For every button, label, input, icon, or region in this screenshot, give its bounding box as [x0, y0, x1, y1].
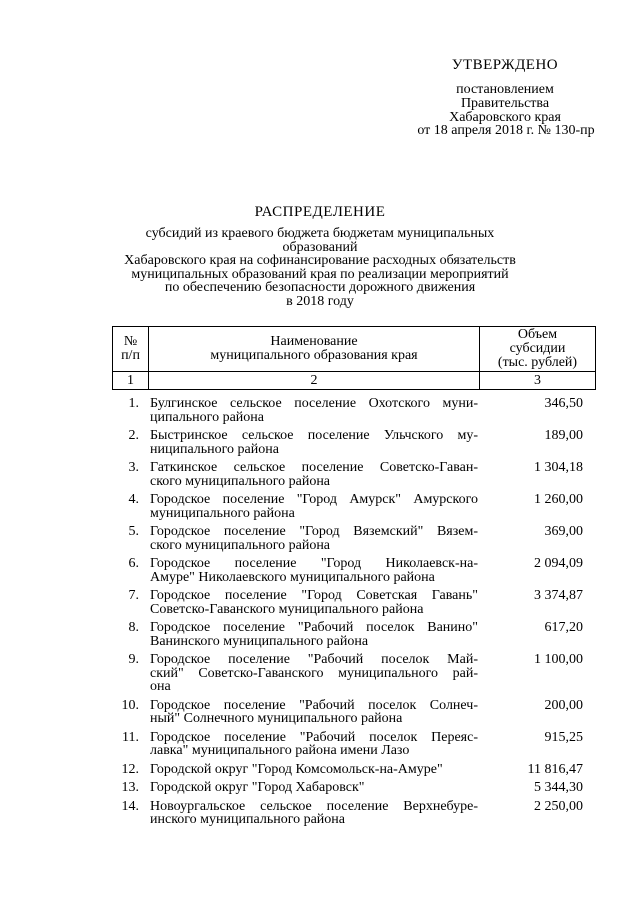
row-number: 6. [128, 556, 139, 571]
row-number: 5. [128, 524, 139, 539]
row-amount: 1 260,00 [534, 492, 583, 507]
row-municipality-name [150, 763, 478, 777]
row-amount: 2 094,09 [534, 556, 583, 571]
row-amount: 200,00 [544, 697, 583, 713]
row-number: 8. [128, 620, 139, 635]
name-line: ниципального района [150, 441, 279, 457]
row-amount: 1 304,18 [534, 460, 583, 475]
row-municipality-name [150, 557, 478, 584]
approval-line-2: Правительства [460, 96, 550, 111]
name-line: ского муниципального района [150, 537, 331, 553]
name-line: ский" Советско-Гаванского муниципального рай- [150, 665, 478, 681]
row-amount: 2 250,00 [534, 798, 583, 814]
approval-block [400, 57, 610, 138]
table-row [112, 493, 594, 520]
table-row [112, 397, 594, 424]
index-cell: 3 [480, 372, 596, 390]
approval-date: от 18 апреля 2018 г. № 130-пр [417, 123, 595, 138]
row-amount: 369,00 [544, 524, 583, 539]
row-municipality-name [150, 699, 478, 726]
table-row [112, 461, 594, 488]
name-line: ный" Солнечного муниципального района [150, 711, 403, 726]
table-row [112, 731, 594, 758]
table-row [112, 557, 594, 584]
approval-line-1: постановлением [456, 82, 554, 97]
subtitle-line: Хабаровского края на софинансирование расходных обязательств [124, 253, 516, 268]
name-line: Новоургальское сельское поселение Верхнебуре- [150, 798, 478, 814]
row-number: 13. [121, 780, 139, 795]
row-number: 2. [128, 428, 139, 443]
approval-line-3: Хабаровского края [449, 110, 561, 125]
subtitle-line: по обеспечению безопасности дорожного движения [164, 280, 476, 295]
index-cell: 2 [149, 372, 480, 390]
row-number: 10. [121, 697, 139, 713]
row-amount: 3 374,87 [534, 588, 583, 603]
name-line: Городское поселение "Рабочий поселок Солнеч- [150, 697, 478, 713]
table-row [112, 653, 594, 694]
approval-title: УТВЕРЖДЕНО [451, 57, 559, 73]
name-line: Гаткинское сельское поселение Советско-Гаван- [150, 460, 478, 475]
row-number: 14. [121, 798, 139, 814]
row-number: 4. [128, 492, 139, 507]
row-amount: 915,25 [544, 729, 583, 745]
table-row [112, 800, 594, 827]
table-row [112, 699, 594, 726]
row-municipality-name [150, 397, 478, 424]
row-municipality-name [150, 621, 478, 648]
row-number: 12. [121, 761, 139, 777]
row-amount: 617,20 [544, 620, 583, 635]
row-municipality-name [150, 429, 478, 456]
name-line: Городское поселение "Город Советская Гавань" [150, 588, 478, 603]
table-body [112, 397, 594, 832]
document-title: РАСПРЕДЕЛЕНИЕ [254, 204, 386, 220]
document-subtitle [120, 227, 520, 308]
row-number: 3. [128, 460, 139, 475]
row-amount: 11 816,47 [527, 761, 583, 777]
header-amount: Объем субсидии (тыс. рублей) [480, 327, 596, 372]
name-line: Булгинское сельское поселение Охотского муни- [150, 396, 478, 411]
row-municipality-name [150, 731, 478, 758]
name-line: Быстринское сельское поселение Ульчского му- [150, 428, 478, 443]
name-line: Ванинского муниципального района [150, 633, 369, 649]
header-num: № п/п [113, 327, 149, 372]
name-line: Городское поселение "Город Вяземский" Вязем- [150, 524, 478, 539]
header-name: Наименование муниципального образования края [149, 327, 480, 372]
row-number: 9. [128, 652, 139, 667]
name-line: Городское поселение "Рабочий поселок Переяс- [150, 729, 478, 745]
name-line: Советско-Гаванского муниципального района [150, 601, 424, 617]
row-number: 1. [128, 396, 139, 411]
name-line: муниципального района [150, 505, 295, 521]
table-row [112, 589, 594, 616]
name-line: Городской округ "Город Хабаровск" [150, 780, 365, 795]
row-municipality-name [150, 800, 478, 827]
name-line: Городское поселение "Рабочий поселок Май- [150, 652, 478, 667]
name-line: ского муниципального района [150, 473, 331, 489]
row-municipality-name [150, 525, 478, 552]
subtitle-line: в 2018 году [286, 293, 354, 309]
table-row [112, 781, 594, 795]
row-amount: 1 100,00 [534, 652, 583, 667]
name-line: Городской округ "Город Комсомольск-на-Амуре" [150, 761, 443, 777]
row-amount: 189,00 [544, 428, 583, 443]
table-row [112, 763, 594, 777]
name-line: лавка" муниципального района имени Лазо [150, 743, 410, 758]
row-number: 11. [122, 729, 139, 745]
row-municipality-name [150, 781, 478, 795]
index-cell: 1 [113, 372, 149, 390]
table-row [112, 429, 594, 456]
row-number: 7. [128, 588, 139, 603]
table-header [112, 326, 596, 390]
name-line: Амуре" Николаевского муниципального района [150, 569, 435, 585]
name-line: Городское поселение "Город Николаевск-на- [150, 556, 478, 571]
name-line: инского муниципального района [150, 812, 346, 827]
row-municipality-name [150, 589, 478, 616]
row-municipality-name [150, 653, 478, 694]
subtitle-line: субсидий из краевого бюджета бюджетам муниципальных образований [145, 226, 495, 255]
row-municipality-name [150, 493, 478, 520]
row-municipality-name [150, 461, 478, 488]
table-row [112, 525, 594, 552]
subtitle-line: муниципальных образований края по реализации мероприятий [131, 266, 509, 282]
table-row [112, 621, 594, 648]
row-amount: 5 344,30 [534, 780, 583, 795]
name-line: Городское поселение "Город Амурск" Амурского [150, 492, 478, 507]
row-amount: 346,50 [544, 396, 583, 411]
name-line: ципального района [150, 409, 264, 425]
name-line: она [150, 679, 171, 694]
name-line: Городское поселение "Рабочий поселок Ванино" [150, 620, 478, 635]
